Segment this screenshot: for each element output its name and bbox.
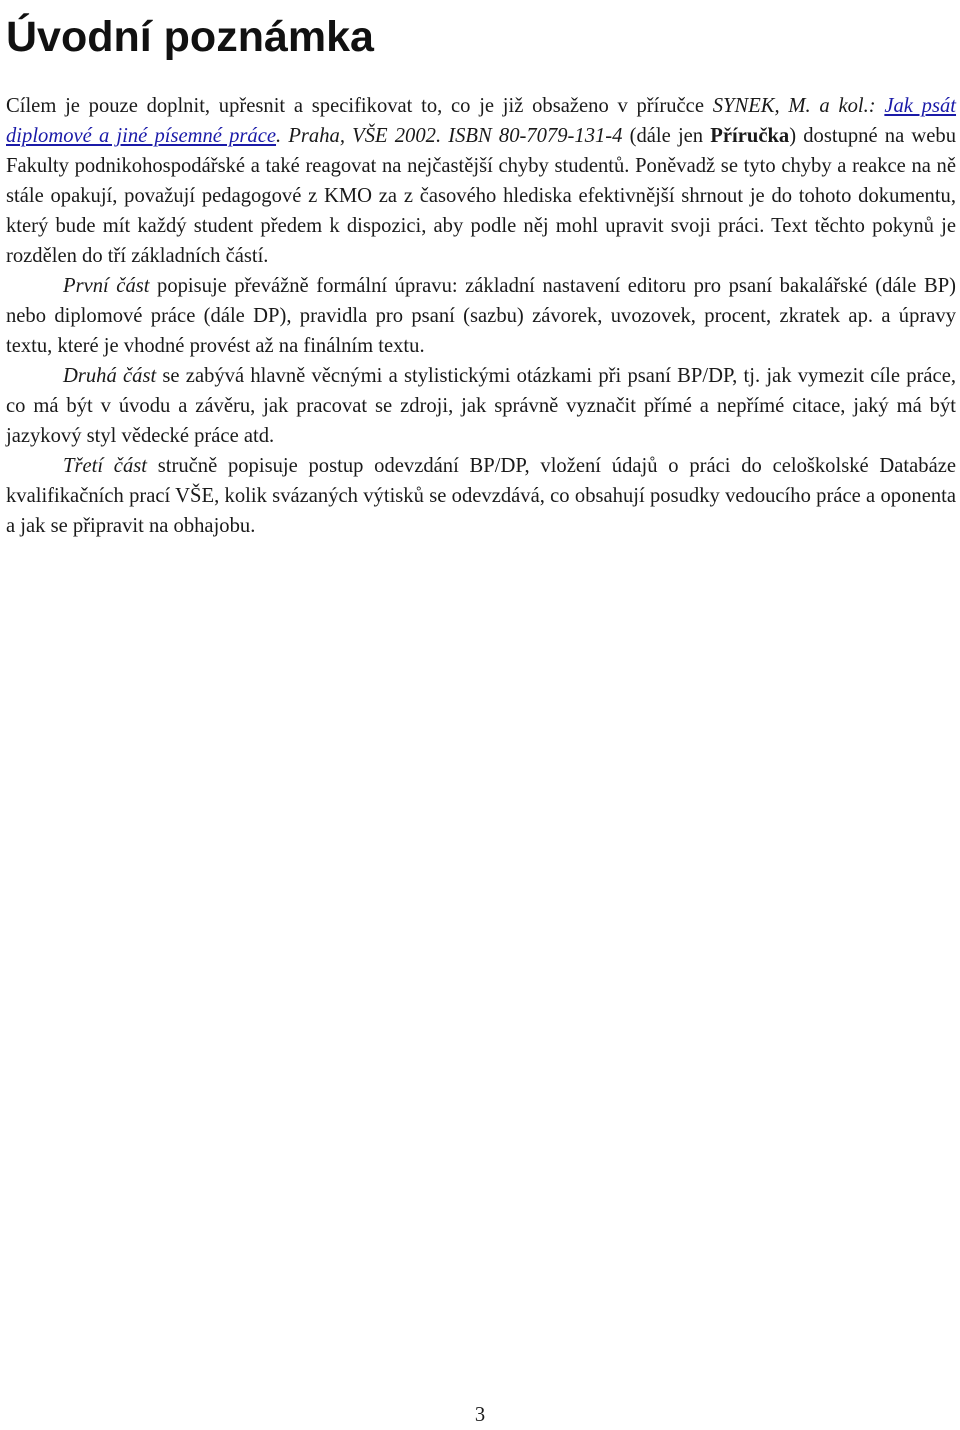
- intro-text-start: Cílem je pouze doplnit, upřesnit a specifikovat to, co je již obsaženo v příručce: [6, 95, 713, 117]
- part3-label: Třetí část: [63, 455, 147, 477]
- intro-text-middle: (dále jen: [622, 125, 711, 147]
- part3-paragraph: [6, 451, 956, 541]
- reference-details: . Praha, VŠE 2002. ISBN 80-7079-131-4: [276, 125, 623, 147]
- reference-link[interactable]: Jak psát diplomové a jiné písemné práce: [6, 95, 957, 147]
- page-number: 3: [474, 1404, 486, 1426]
- part3-text: stručně popisuje postup odevzdání BP/DP, vložení údajů o práci do celoškolské Databáze kvalifikačních prací VŠE, kolik svázaných výtisků se odevzdává, co obsahují posudky vedoucího práce a oponenta a jak se připravit na obhajobu.: [6, 455, 957, 537]
- part2-text: se zabývá hlavně věcnými a stylistickými otázkami při psaní BP/DP, tj. jak vymezit cíle práce, co má být v úvodu a závěru, jak pracovat se zdroji, jak správně vyznačit přímé a nepřímé citace, jaký má být jazykový styl vědecké práce atd.: [6, 365, 956, 447]
- part1-label: První část: [63, 275, 150, 297]
- part1-paragraph: [6, 271, 956, 361]
- part2-label: Druhá část: [63, 365, 157, 387]
- reference-authors: SYNEK, M. a kol.:: [712, 95, 885, 117]
- document-page: [6, 0, 956, 541]
- part2-paragraph: [6, 361, 956, 451]
- intro-paragraph: [6, 91, 956, 271]
- page-title: Úvodní poznámka: [6, 13, 374, 61]
- intro-text-end: ) dostupné na webu Fakulty podnikohospodářské a také reagovat na nejčastější chyby studentů. Poněvadž se tyto chyby a reakce na ně stále opakují, považují pedagogové z KMO za z časového hlediska efektivnější shrnout je do tohoto dokumentu, který bude mít každý student předem k dispozici, aby podle něj mohl upravit svoji práci. Text těchto pokynů je rozdělen do tří základních částí.: [6, 125, 956, 267]
- handbook-term: Příručka: [710, 125, 790, 147]
- part1-text: popisuje převážně formální úpravu: základní nastavení editoru pro psaní bakalářské (dále BP) nebo diplomové práce (dále DP), pravidla pro psaní (sazbu) závorek, uvozovek, procent, zkratek ap. a úpravy textu, které je vhodné provést až na finálním textu.: [6, 275, 956, 357]
